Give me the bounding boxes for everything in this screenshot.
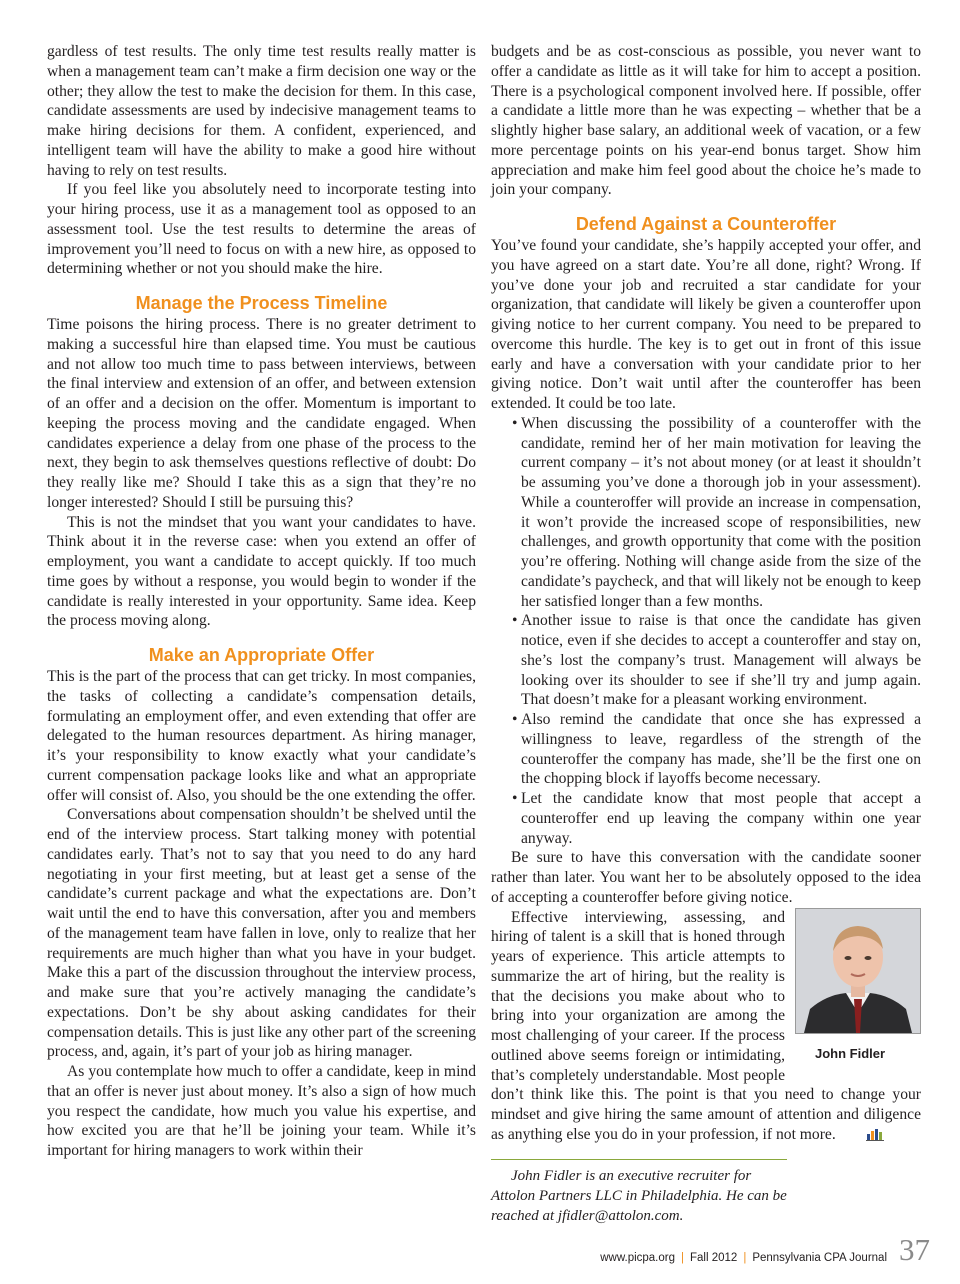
author-photo <box>795 908 921 1034</box>
list-item <box>491 710 921 789</box>
section-heading-timeline: Manage the Process Timeline <box>135 293 388 313</box>
bullet-icon: • <box>512 612 518 630</box>
bio-divider <box>491 1159 787 1160</box>
photo-caption: John Fidler <box>815 1045 886 1061</box>
bullet-list <box>491 414 921 849</box>
list-item <box>491 414 921 612</box>
section-heading-counteroffer: Defend Against a Counteroffer <box>575 214 837 234</box>
bullet-icon: • <box>512 790 518 807</box>
author-bio: John Fidler is an executive recruiter for Attolon Partners LLC in Philadelphia. He can be reached at jfidler@attolon.com. <box>491 1167 787 1224</box>
paragraph: budgets and be as cost-conscious as possible, you never want to offer a candidate as little as it will take for him to accept a position. There is a psychological component involved here. If possible, offer a candidate a little more than he was expecting – whether that be a slightly higher base salary, an additional week of vacation, or a few more percentage points on his year-end bonus target. Show him appreciation and make him feel good about the choice he’s made to join your company. <box>491 43 921 199</box>
paragraph: You’ve found your candidate, she’s happily accepted your offer, and you have agreed on a start date. You’re all done, right? Wrong. If you’ve done your job and recruited a star candidate for your organization, that candidate will likely be given a counteroffer upon giving notice to her current company. You need to be prepared to overcome this hurdle. The key is to get out in front of this issue early and have a conversation with your candidate prior to her giving notice. Don’t wait until after the counteroffer has been extended. It could be too late. <box>491 237 921 412</box>
end-mark-icon <box>846 1127 884 1147</box>
paragraph: This is the part of the process that can get tricky. In most companies, the tasks of collecting a candidate’s compensation details, formulating an employment offer, and even extending that offer are delegated to the human resources department. As hiring manager, it’s your responsibility to know exactly what your candidate’s current compensation package looks like and what an appropriate offer will consist of. Also, you should be the one extending the offer. <box>47 668 476 804</box>
footer-website: www.picpa.org <box>600 1252 676 1264</box>
paragraph: This is not the mindset that you want your candidates to have. Think about it in the reverse case: when you extend an offer of employment, you want a candidate to accept quickly. If too much time goes by without a response, you would begin to wonder if the candidate is really interested in your opportunity. Same idea. Keep the process moving along. <box>47 513 476 630</box>
right-column <box>491 42 921 1226</box>
list-item <box>491 611 921 710</box>
bullet-icon: • <box>512 414 518 432</box>
list-item-text: When discussing the possibility of a counteroffer with the candidate, remind her of her main motivation for leaving the current company – it’s not about money (or at least it shouldn’t be assuming you’ve done a thorough job in your assessment). While a counteroffer will provide an increase in compensation, it won’t provide the increased scope of responsibilities, new challenges, and growth opportunity that come with the position you’re offering. Nothing will change aside from the size of the candidate’s paycheck, and that will likely not be enough to keep her satisfied longer than a few months. <box>521 414 921 610</box>
paragraph-with-photo <box>491 908 921 1147</box>
paragraph: Time poisons the hiring process. There is no greater detriment to making a successful hire than elapsed time. You must be cautious and not allow too much time to pass between interviews, between the final interview and extension of an offer, and between extension of an offer and a decision on the offer. Momentum is important to keeping the process moving and the candidate engaged. When candidates experience a delay from one phase of the process to the next, they begin to ask themselves questions reflective of doubt: Do they really like me? Should I take this as a sign that they’re no longer interested? Should I still be pursuing this? <box>47 316 476 511</box>
footer-separator: | <box>681 1252 685 1264</box>
bullet-icon: • <box>512 711 518 728</box>
author-portrait-icon <box>796 909 920 1033</box>
list-item-text: Let the candidate know that most people that accept a counteroffer end up leaving the company within one year anyway. <box>521 790 921 847</box>
author-photo-block <box>795 908 921 1064</box>
paragraph-text: Effective interviewing, assessing, and hiring of talent is a skill that is honed through years of experience. This article attempts to summarize the art of hiring, but the reality is that the decisions you make about who to bring into your organization are among the most challenging of your career. If the process outlined above seems foreign or intimidating, that’s completely understandable. Most people don’t think like this. The point is that you need to change your mindset and give hiring the same amount of attention and diligence as anything else you do in your profession, if not more. <box>491 908 921 1143</box>
footer-separator: | <box>743 1252 747 1264</box>
paragraph: Conversations about compensation shouldn’t be shelved until the end of the interview process. Start talking money with potential candidates early. That’s not to say that you need to do any hard negotiating in your first meeting, but at least get a sense of the candidate’s current package and what the expectations are. Don’t wait until the end to have this conversation, after you and members of the management team have fallen in love, only to realize that her requirements are much higher than what you have in your budget. Make this a part of the discussion throughout the interview process, and make sure that you’re actively managing the candidate’s expectations. Don’t be shy about asking candidates for their compensation details. This is just like any other part of the screening process, and, again, it’s part of your job as hiring manager. <box>47 806 476 1061</box>
left-column <box>47 42 476 1161</box>
paragraph: As you contemplate how much to offer a candidate, keep in mind that an offer is never just about money. It’s also a sign of how much you respect the candidate, how much you value his expertise, and how excited you are that he’ll be joining your team. While it’s important for hiring managers to work within their <box>47 1063 476 1159</box>
paragraph: gardless of test results. The only time test results really matter is when a management team can’t make a firm decision one way or the other; they allow the test to make the decision for them. In this case, candidate assessments are used by indecisive management teams to make hiring decisions for them. A confident, experienced, and intelligent team will have the ability to make a good hire without having to rely on test results. <box>47 43 476 179</box>
paragraph: Be sure to have this conversation with the candidate sooner rather than later. You want her to be absolutely opposed to the idea of accepting a counteroffer before giving notice. <box>491 849 921 906</box>
list-item <box>491 789 921 848</box>
footer-issue: Fall 2012 <box>690 1252 738 1264</box>
list-item-text: Also remind the candidate that once she has expressed a willingness to leave, regardless of the strength of the counteroffer the company has made, she’ll be the first one on the chopping block if layoffs become necessary. <box>521 711 921 788</box>
list-item-text: Another issue to raise is that once the candidate has given notice, even if she decides to accept a counteroffer and stay on, she’s lost the company’s trust. Management will always be looking over its shoulder to see if she’ll try and jump again. That doesn’t make for a pleasant working environment. <box>521 612 921 709</box>
page-number: 37 <box>899 1232 930 1267</box>
page-footer <box>600 1232 930 1267</box>
section-heading-offer: Make an Appropriate Offer <box>148 645 375 665</box>
paragraph: If you feel like you absolutely need to incorporate testing into your hiring process, use it as a management tool as opposed to an assessment tool. Use the test results to determine the areas of improvement you’ll need to focus on with a new hire, as opposed to determining whether or not you should make the hire. <box>47 181 476 278</box>
footer-journal: Pennsylvania CPA Journal <box>752 1252 887 1264</box>
